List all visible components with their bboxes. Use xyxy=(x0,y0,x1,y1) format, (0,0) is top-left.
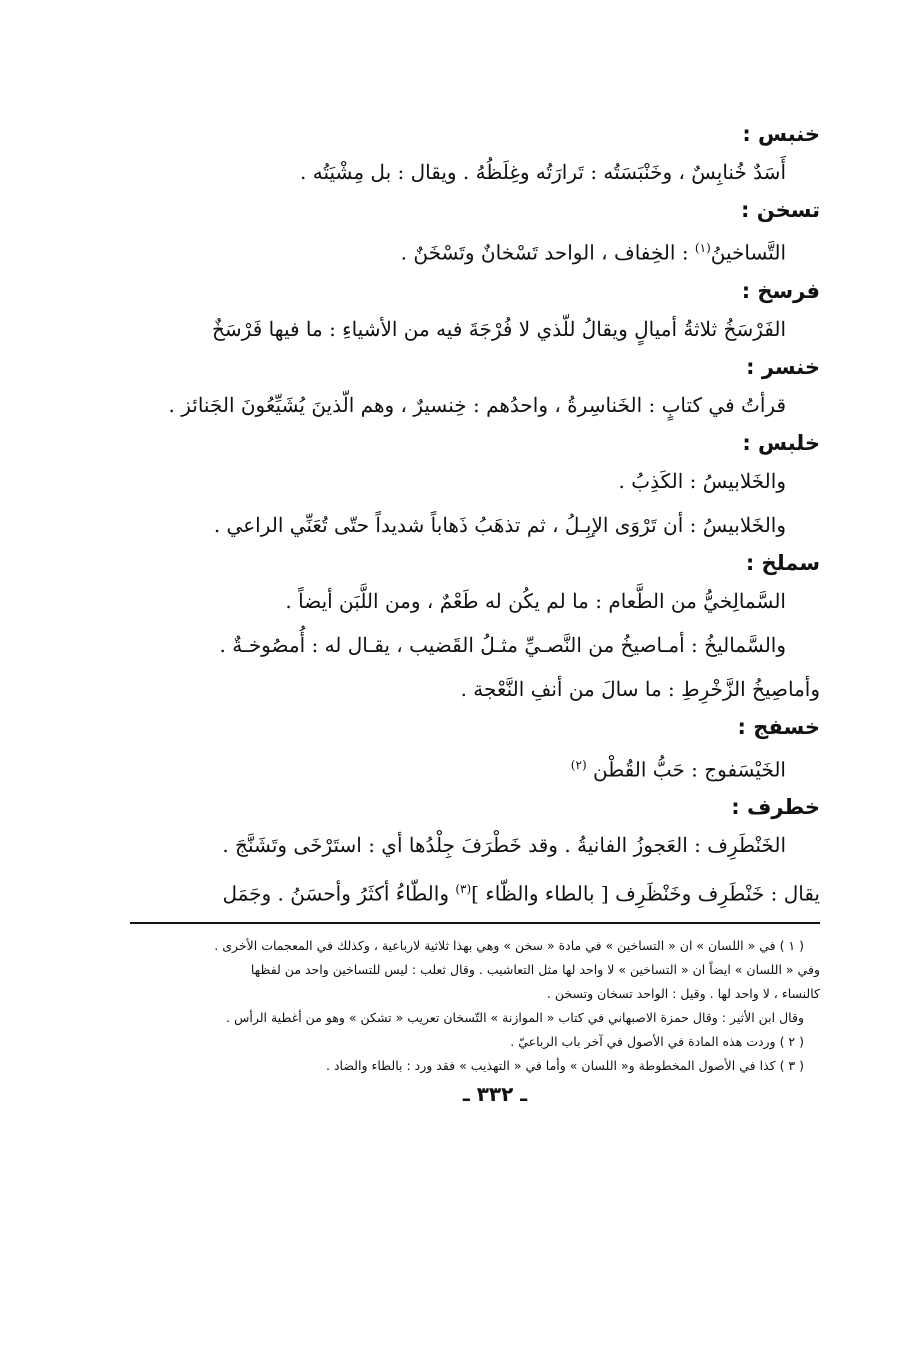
entry-heading-khtrf: خطرف : xyxy=(731,795,820,820)
footnote-3: ( ٣ ) كذا في الأصول المخطوطة و« اللسان » وأما في « التهذيب » فقد ورد : بالطاء والضاد . xyxy=(326,1057,804,1073)
entry-text: والسَّماليخُ : أمـاصيخُ من النَّصـيِّ مثـلُ القَضيب ، يقـال له : أُمصُوخـةٌ . xyxy=(219,632,786,657)
footnote-1-cont: وقال ابن الأثير : وقال حمزة الاصبهاني في كتاب « الموازنة » التّسخان تعريب « تشكن » وهو من أغطية الرأس . xyxy=(226,1009,804,1025)
footnote-divider xyxy=(130,922,820,924)
entry-definition: الخَيْسَفوج : حَبُّ القُطْن xyxy=(592,757,786,782)
entry-text xyxy=(130,743,820,792)
entry-text xyxy=(130,867,820,916)
entry-heading-smlkh: سملخ : xyxy=(745,550,820,575)
entry-text: السَّمالِخيُّ من الطَّعام : ما لم يكُن له طَعْمٌ ، ومن اللَّبَن أيضاً . xyxy=(285,588,786,613)
entry-heading-khnbs: خنبس : xyxy=(742,122,820,146)
footnote-ref-1: (١) xyxy=(694,241,711,255)
entry-definition: يقال : خَنْطَرِف وخَنْظَرِف [ بالطاء والظّاء ] xyxy=(471,881,820,906)
entry-text: قرأتُ في كتابٍ : الخَناسِرةُ ، واحدُهم : خِنسيرٌ ، وهم الّذينَ يُشَيِّعُونَ الجَنائز . xyxy=(168,392,786,417)
entry-text: الخَنْطَرِف : العَجوزُ الفانيةُ . وقد خَطْرَفَ جِلْدُها أي : استَرْخَى وتَشَنَّجَ . xyxy=(222,833,786,858)
entry-term: التَّساخينُ xyxy=(710,240,786,265)
entry-text: والخَلابيسُ : الكَذِبُ . xyxy=(618,468,786,493)
footnote-1-cont: وفي « اللسان » ايضاً ان « التساخين » لا واحد لها مثل التعاشيب . وقال ثعلب : ليس للتساخين واحد من لفظها xyxy=(250,961,820,977)
entry-definition: والطّاءُ أكثَرُ وأحسَنُ . وجَمَل xyxy=(222,881,456,906)
entry-text: وأماصِيخُ الزَّخْرِطِ : ما سالَ من أنفِ النَّعْجة . xyxy=(460,676,820,701)
footnote-ref-2: (٢) xyxy=(570,757,587,772)
page-number: ـ ٣٣٢ ـ xyxy=(462,1081,528,1106)
footnote-2: ( ٢ ) وردت هذه المادة في الأصول في آخر باب الرباعيّ . xyxy=(510,1033,804,1049)
entry-heading-khlbs: خلبس : xyxy=(742,430,820,455)
footnote-1-cont: كالنساء ، لا واحد لها . وقيل : الواحد تسخان وتسخن . xyxy=(546,985,820,1001)
entry-definition: : الخِفاف ، الواحد تَسْخانٌ وتَسْخَنٌ . xyxy=(400,240,695,265)
entry-heading-tskhn: تسخن : xyxy=(741,198,820,222)
entry-heading-khsfj: خسفج : xyxy=(737,714,820,739)
entry-text xyxy=(130,226,820,275)
document-page xyxy=(130,118,820,1106)
entry-text: الفَرْسَخُ ثلاثةُ أميالٍ ويقالُ للّذي لا فُرْجَةَ فيه من الأشياءِ : ما فيها فَرْسَخٌ xyxy=(212,316,786,341)
footnote-1: ( ١ ) في « اللسان » ان « التساخين » في مادة « سخن » وهي بهذا ثلاثية لارباعية ، وكذلك في المعجمات الأخرى . xyxy=(214,937,804,953)
entry-heading-frskh: فرسخ : xyxy=(741,278,820,303)
entry-text: أَسَدٌ خُنابِسٌ ، وخَنْبَسَتُه : تَرارَتُه وغِلَظُهُ . ويقال : بل مِشْيَتُه . xyxy=(300,160,786,184)
entry-text: والخَلابيسُ : أن تَرْوَى الإبِـلُ ، ثم تذهَبُ ذَهاباً شديداً حتّى تُعَنِّي الراعي . xyxy=(213,512,786,537)
entry-heading-khnsr: خنسر : xyxy=(746,354,820,379)
footnote-ref-3: (٣) xyxy=(455,882,472,897)
